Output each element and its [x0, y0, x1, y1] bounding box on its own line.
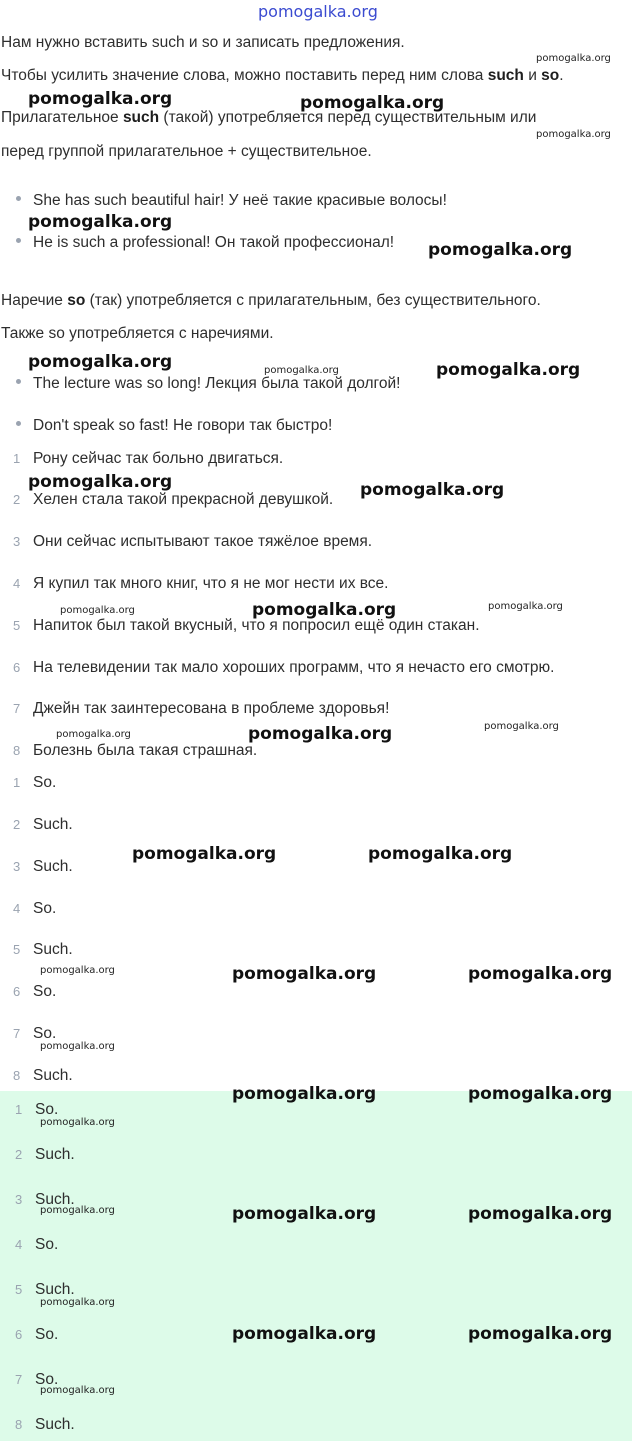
watermark: pomogalka.org	[28, 352, 173, 372]
answer-row-highlighted: 3 Such.	[15, 1191, 75, 1208]
answer-row-highlighted: 2 Such.	[15, 1146, 75, 1163]
watermark: pomogalka.org	[248, 724, 393, 744]
watermark: pomogalka.org	[484, 721, 559, 732]
answer-row: 6 So.	[13, 983, 57, 1000]
watermark: pomogalka.org	[536, 53, 611, 64]
sentence-row: 6 На телевидении так мало хороших программ, что я нечасто его смотрю.	[13, 659, 555, 676]
watermark: pomogalka.org	[536, 129, 611, 140]
watermark: pomogalka.org	[40, 1041, 115, 1052]
watermark: pomogalka.org	[40, 965, 115, 976]
answer-row: 5 Such.	[13, 941, 73, 958]
intro-line-1: Нам нужно вставить such и so и записать предложения.	[1, 34, 405, 51]
bullet-icon	[16, 196, 21, 201]
watermark: pomogalka.org	[40, 1205, 115, 1216]
sentence-row: 8 Болезнь была такая страшная.	[13, 742, 258, 759]
intro-line-4: перед группой прилагательное + существительное.	[1, 143, 372, 160]
watermark: pomogalka.org	[28, 212, 173, 232]
answer-row: 8 Such.	[13, 1067, 73, 1084]
watermark: pomogalka.org	[252, 600, 397, 620]
watermark: pomogalka.org	[232, 964, 377, 984]
list-item: He is such a professional! Он такой профессионал!	[16, 233, 394, 253]
so-rule-line-1: Наречие so (так) употребляется с прилагательным, без существительного.	[1, 292, 541, 309]
sentence-row: 2 Хелен стала такой прекрасной девушкой.	[13, 491, 334, 508]
watermark: pomogalka.org	[468, 1204, 613, 1224]
watermark: pomogalka.org	[436, 360, 581, 380]
watermark: pomogalka.org	[40, 1385, 115, 1396]
header-watermark: pomogalka.org	[258, 2, 378, 21]
answer-row-highlighted: 6 So.	[15, 1326, 59, 1343]
watermark: pomogalka.org	[28, 89, 173, 109]
watermark: pomogalka.org	[232, 1084, 377, 1104]
watermark: pomogalka.org	[468, 964, 613, 984]
sentence-row: 7 Джейн так заинтересована в проблеме здоровья!	[13, 700, 390, 717]
watermark: pomogalka.org	[468, 1324, 613, 1344]
bullet-icon	[16, 421, 21, 426]
sentence-row: 3 Они сейчас испытывают такое тяжёлое время.	[13, 533, 373, 550]
watermark: pomogalka.org	[264, 365, 339, 376]
watermark: pomogalka.org	[60, 605, 135, 616]
answer-row: 4 So.	[13, 900, 57, 917]
watermark: pomogalka.org	[428, 240, 573, 260]
watermark: pomogalka.org	[488, 601, 563, 612]
list-item: Don't speak so fast! Не говори так быстро!	[16, 416, 332, 436]
answer-row-highlighted: 1 So.	[15, 1101, 59, 1118]
answer-row-highlighted: 8 Such.	[15, 1416, 75, 1433]
watermark: pomogalka.org	[232, 1324, 377, 1344]
watermark: pomogalka.org	[132, 844, 277, 864]
answer-row: 1 So.	[13, 774, 57, 791]
answer-row: 7 So.	[13, 1025, 57, 1042]
bullet-icon	[16, 379, 21, 384]
watermark: pomogalka.org	[28, 472, 173, 492]
watermark: pomogalka.org	[468, 1084, 613, 1104]
answer-row: 2 Such.	[13, 816, 73, 833]
watermark: pomogalka.org	[368, 844, 513, 864]
sentence-row: 1 Рону сейчас так больно двигаться.	[13, 450, 284, 467]
watermark: pomogalka.org	[300, 93, 445, 113]
list-item: She has such beautiful hair! У неё такие красивые волосы!	[16, 191, 447, 211]
sentence-row: 4 Я купил так много книг, что я не мог нести их все.	[13, 575, 389, 592]
bullet-icon	[16, 238, 21, 243]
list-item: The lecture was so long! Лекция была такой долгой!	[16, 374, 400, 394]
watermark: pomogalka.org	[232, 1204, 377, 1224]
watermark: pomogalka.org	[360, 480, 505, 500]
answer-row: 3 Such.	[13, 858, 73, 875]
so-rule-line-2: Также so употребляется с наречиями.	[1, 325, 274, 342]
answer-row-highlighted: 4 So.	[15, 1236, 59, 1253]
watermark: pomogalka.org	[56, 729, 131, 740]
intro-line-3: Прилагательное such (такой) употребляется перед существительным или	[1, 109, 537, 126]
sentence-row: 5 Напиток был такой вкусный, что я попросил ещё один стакан.	[13, 617, 480, 634]
watermark: pomogalka.org	[40, 1297, 115, 1308]
watermark: pomogalka.org	[40, 1117, 115, 1128]
answer-row-highlighted: 5 Such.	[15, 1281, 75, 1298]
intro-line-2: Чтобы усилить значение слова, можно поставить перед ним слова such и so.	[1, 67, 564, 84]
answer-row-highlighted: 7 So.	[15, 1371, 59, 1388]
